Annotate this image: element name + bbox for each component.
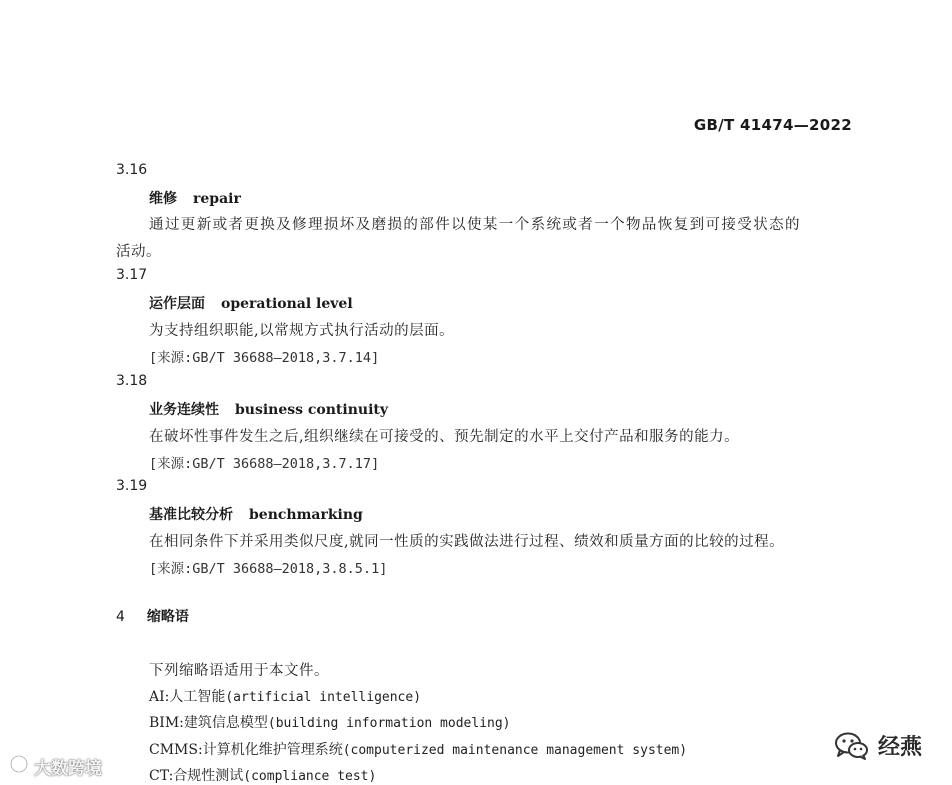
wechat-icon (834, 731, 870, 761)
abbr-en: (building information modeling) (267, 716, 511, 731)
weibo-at-icon (8, 754, 30, 779)
abbr-code: CT (149, 768, 169, 784)
abbr-zh: 建筑信息模型 (183, 715, 268, 731)
term-zh: 维修 (149, 191, 177, 207)
definition-text: 通过更新或者更换及修理损坏及磨损的部件以使某一个系统或者一个物品恢复到可接受状态的 (149, 217, 801, 233)
abbreviation-item: CT:合规性测试(compliance test) (149, 768, 377, 784)
abbr-code: BIM (149, 715, 180, 731)
abbreviation-item: CMMS:计算机化维护管理系统(computerized maintenance management system) (149, 742, 688, 758)
entry-number: 3.17 (116, 267, 148, 283)
abbr-zh: 人工智能 (169, 689, 226, 705)
abbr-en: (artificial intelligence) (225, 690, 422, 705)
source-reference: [来源:GB/T 36688—2018,3.7.17] (149, 456, 380, 472)
section-heading (116, 606, 189, 626)
definition-text-continued: 活动。 (116, 244, 161, 260)
term-heading (149, 504, 363, 524)
term-en: repair (193, 191, 241, 207)
watermark-right (834, 730, 922, 761)
definition-text: 在破坏性事件发生之后,组织继续在可接受的、预先制定的水平上交付产品和服务的能力。 (149, 429, 740, 445)
watermark-left (8, 754, 102, 779)
source-reference: [来源:GB/T 36688—2018,3.8.5.1] (149, 561, 388, 577)
term-en: business continuity (235, 402, 388, 418)
entry-number: 3.19 (116, 478, 148, 494)
source-reference: [来源:GB/T 36688—2018,3.7.14] (149, 350, 380, 366)
term-heading (149, 293, 353, 313)
standard-code: GB/T 41474—2022 (693, 116, 852, 134)
section-number: 4 (116, 609, 125, 625)
watermark-right-text: 经燕 (877, 735, 922, 760)
section-intro: 下列缩略语适用于本文件。 (149, 663, 329, 679)
abbr-en: (computerized maintenance management system) (342, 743, 688, 758)
abbr-code: AI (149, 689, 165, 705)
abbr-zh: 合规性测试 (173, 768, 244, 784)
entry-number: 3.16 (116, 162, 148, 178)
term-en: benchmarking (249, 507, 363, 523)
definition-text: 为支持组织职能,以常规方式执行活动的层面。 (149, 323, 455, 339)
definition-text: 在相同条件下并采用类似尺度,就同一性质的实践做法进行过程、绩效和质量方面的比较的过程。 (149, 534, 785, 550)
term-zh: 运作层面 (149, 296, 205, 312)
term-zh: 基准比较分析 (149, 507, 233, 523)
entry-number: 3.18 (116, 373, 148, 389)
abbr-code: CMMS (149, 742, 198, 758)
term-heading (149, 399, 388, 419)
abbreviation-item: BIM:建筑信息模型(building information modeling) (149, 715, 511, 731)
abbr-en: (compliance test) (243, 769, 377, 784)
abbr-zh: 计算机化维护管理系统 (202, 742, 343, 758)
watermark-left-text: 大数跨境 (34, 759, 102, 779)
abbreviation-item: AI:人工智能(artificial intelligence) (149, 689, 422, 705)
term-en: operational level (221, 296, 353, 312)
section-title: 缩略语 (146, 609, 189, 625)
term-heading (149, 188, 241, 208)
term-zh: 业务连续性 (149, 402, 219, 418)
